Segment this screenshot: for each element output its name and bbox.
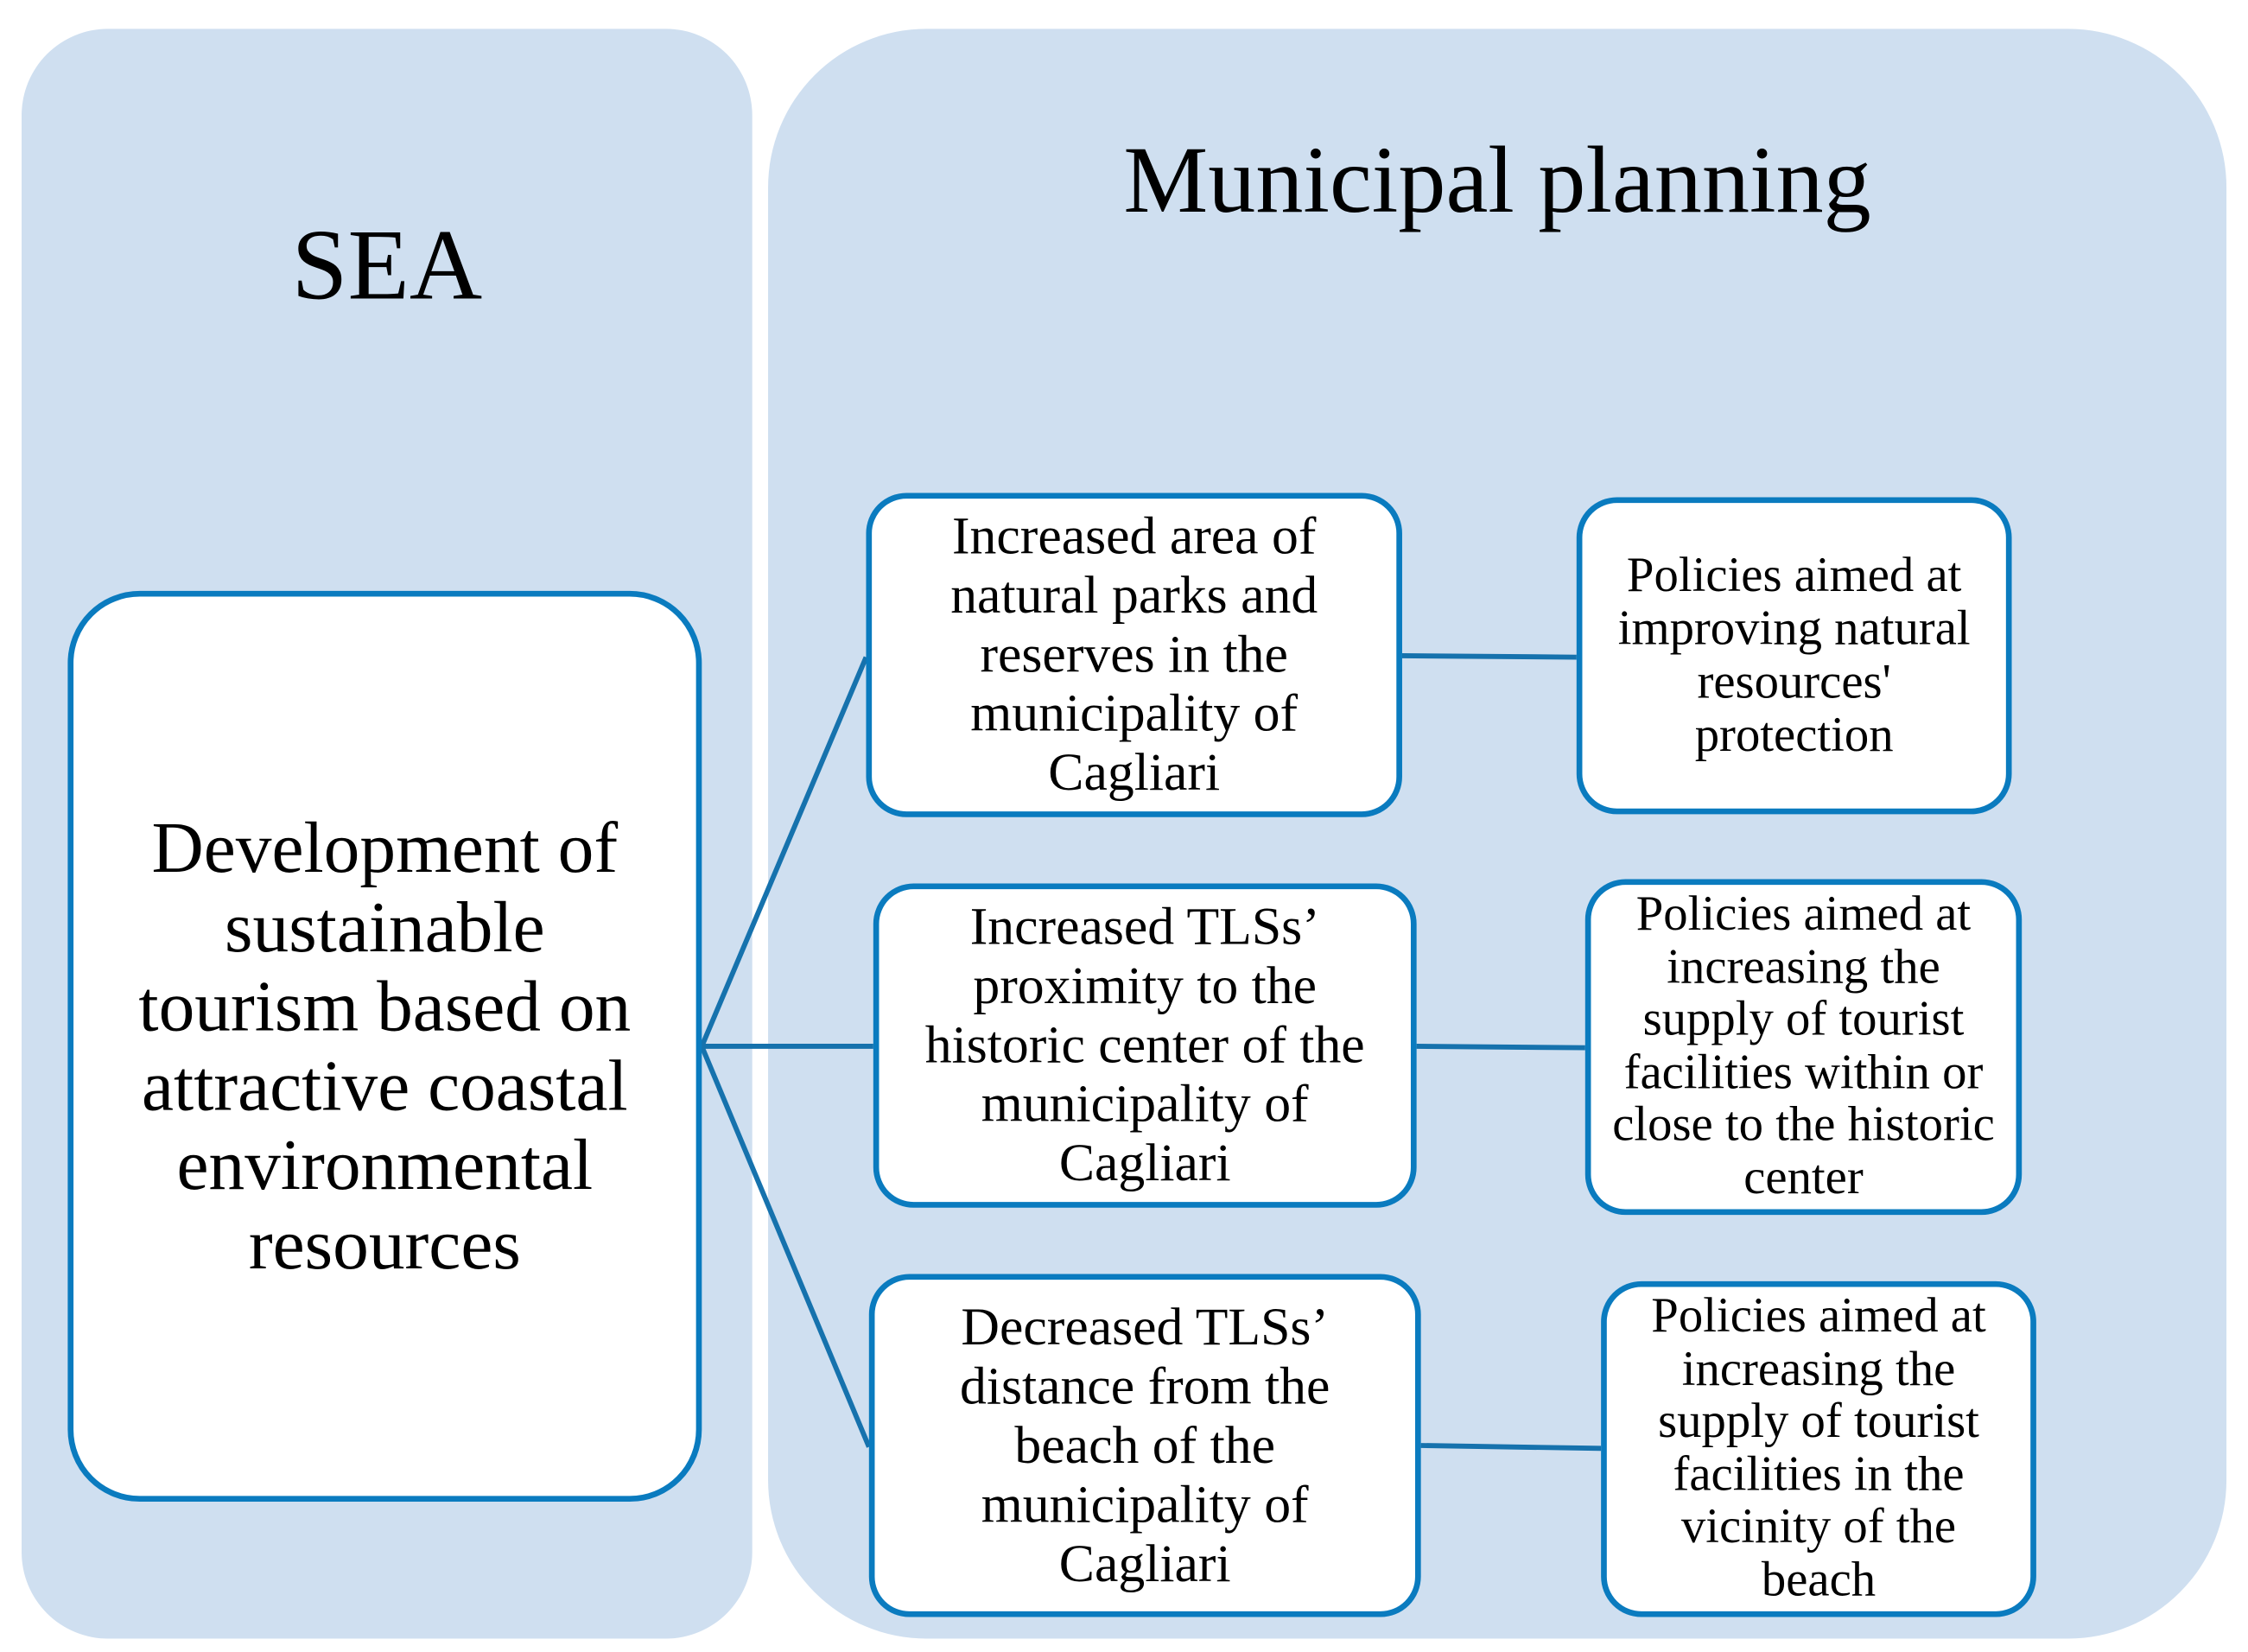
connector-objective-policy-3 xyxy=(1421,1446,1602,1448)
policy-box-1 xyxy=(1577,497,2012,814)
municipal-planning-title: Municipal planning xyxy=(1123,128,1871,234)
sea-goal-box xyxy=(67,591,702,1502)
policy-box-3 xyxy=(1601,1281,2036,1617)
policy-text: Policies aimed at improving natural resources' protection xyxy=(1617,549,1971,763)
objective-box-2 xyxy=(873,883,1417,1207)
connector-objective-policy-1 xyxy=(1402,656,1577,658)
connector-objective-policy-2 xyxy=(1417,1046,1585,1048)
connector-goal-objective-3 xyxy=(702,1046,868,1447)
objective-text: Decreased TLSs’ distance from the beach of the municipality of Cagliari xyxy=(959,1298,1330,1593)
objective-box-1 xyxy=(866,492,1401,816)
connector-goal-objective-1 xyxy=(702,658,866,1046)
policy-text: Policies aimed at increasing the supply of tourist facilities in the vicinity of the beach xyxy=(1651,1289,1986,1606)
objective-text: Increased area of natural parks and reserves in the municipality of Cagliari xyxy=(950,507,1318,804)
policy-text: Policies aimed at increasing the supply of tourist facilities within or close to the historic center xyxy=(1612,887,1995,1204)
objective-text: Increased TLSs’ proximity to the historic center of the municipality of Cagliari xyxy=(924,898,1365,1194)
sea-goal-text: Development of sustainable tourism based on attractive coastal environmental resources xyxy=(138,807,632,1285)
objective-box-3 xyxy=(869,1274,1421,1617)
sea-title: SEA xyxy=(291,210,483,321)
policy-box-2 xyxy=(1585,879,2022,1215)
